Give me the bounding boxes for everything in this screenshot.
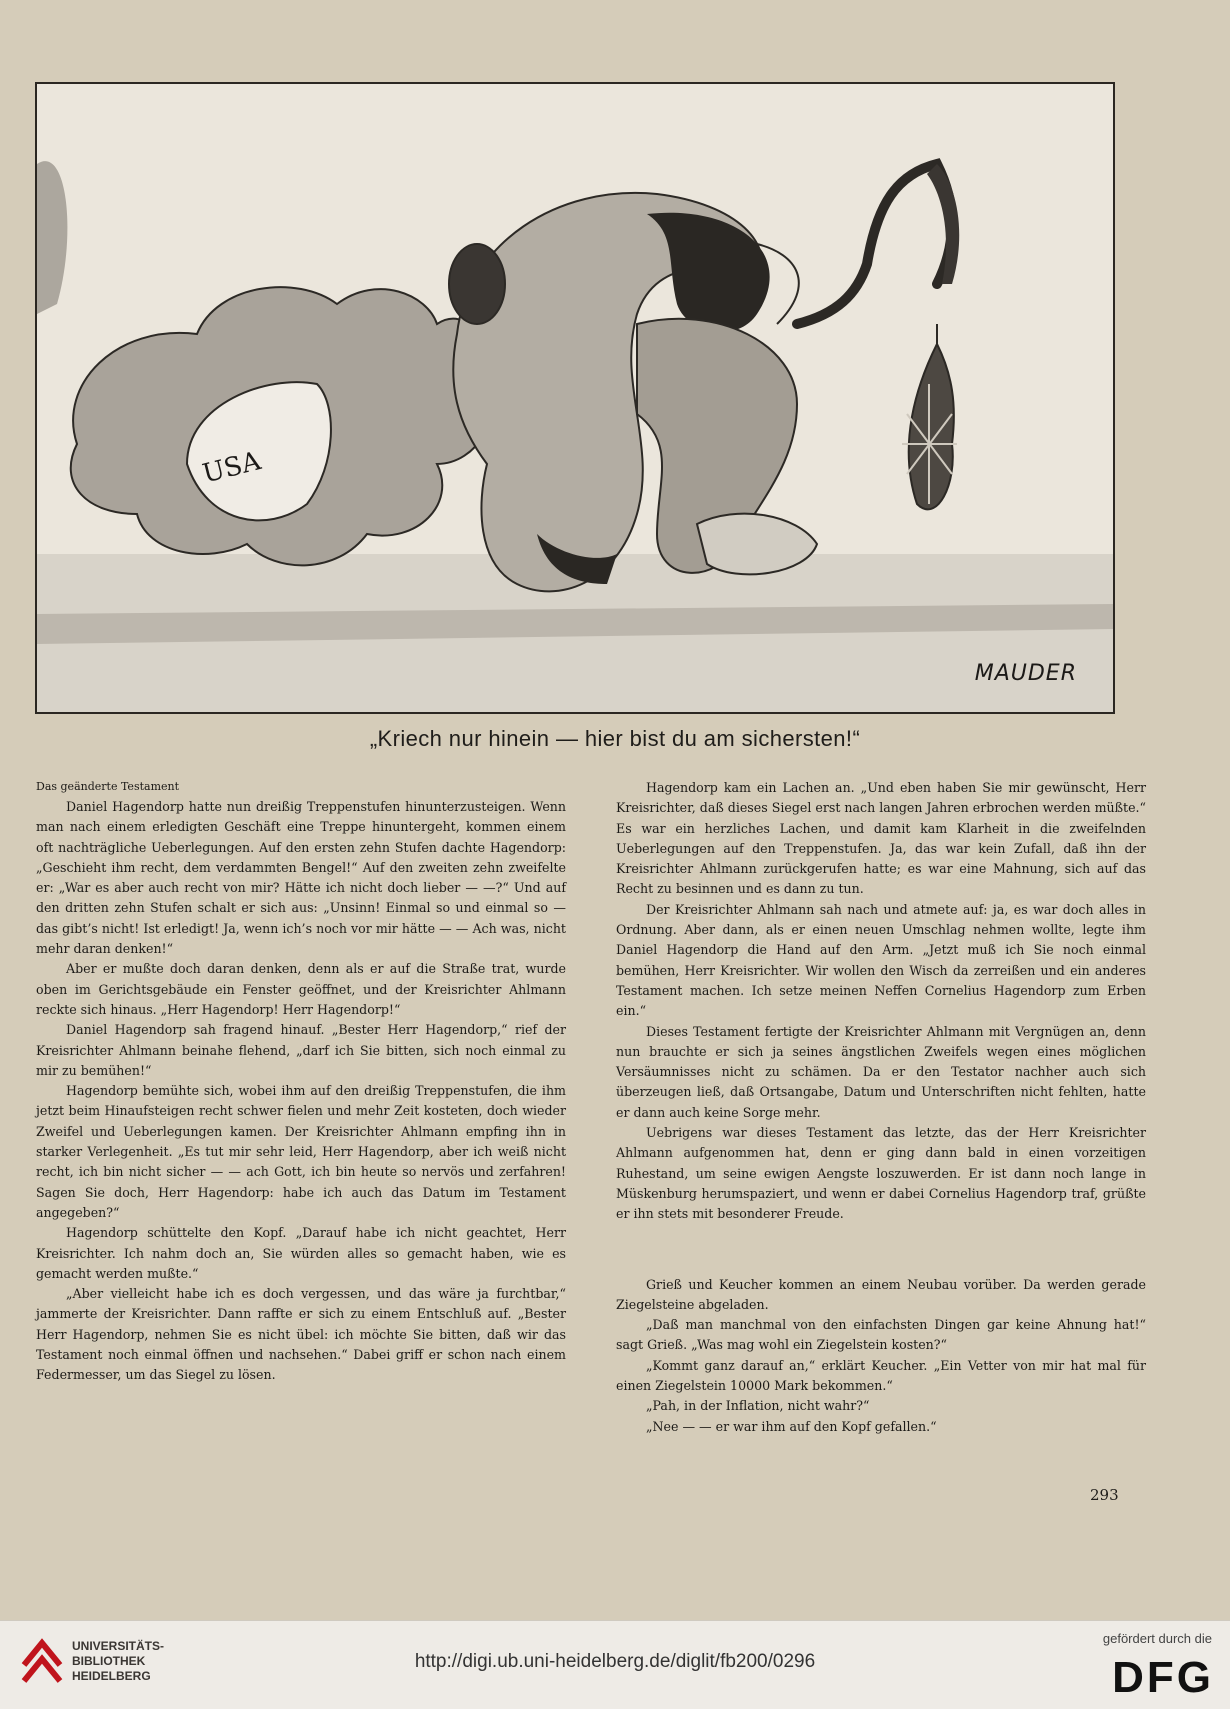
smoke-shape [37,161,67,314]
paragraph: Hagendorp kam ein Lachen an. „Und eben haben Sie mir gewünscht, Herr Kreisrichter, daß dieses Siegel erst nach langen Jahren erbrochen werden müßte.“ Es war ein herzliches Lachen, und damit kam Klarheit in die zweifelnden Ueberlegungen auf den Treppenstufen. Ja, das war kein Zufall, daß ihn der Kreisrichter Ahlmann zurückgerufen hatte; es war eine Mahnung, sich auf das Recht zu besinnen und es dann zu tun. [616,780,1146,897]
library-name-line: UNIVERSITÄTS- [72,1639,165,1653]
paragraph: „Aber vielleicht habe ich es doch vergessen, und das wäre ja furchtbar,“ jammerte der Kreisrichter. Dann raffte er sich zu einem Entschluß auf. „Bester Herr Hagendorp, nehmen Sie es nicht übel: ich möchte Sie bitten, daß wir das Testament noch einmal öffnen und nachsehen.“ Dabei griff er schon nach einem Federmesser, um das Siegel zu lösen. [36,1286,566,1383]
funding-text: gefördert durch die [1102,1631,1212,1646]
paragraph: Uebrigens war dieses Testament das letzte, das der Herr Kreisrichter Ahlmann aufgenommen hat, denn er ging dann bald in einen vorzeitigen Ruhestand, um seine ewigen Aengste loszuwerden. Er ist dann noch lange in Müskenburg herumspaziert, und wenn er dabei Cornelius Hagendorp traf, grüßte er ihn stets mit besonderer Freude. [616,1125,1146,1222]
dfg-logo[interactable]: DFG [1112,1653,1214,1702]
page-number: 293 [1090,1486,1119,1504]
viewer-footer [0,1620,1230,1709]
paragraph: Hagendorp bemühte sich, wobei ihm auf den dreißig Treppenstufen, die ihm jetzt beim Hinaufsteigen recht schwer fielen und mehr Zeit kosteten, doch wieder Zweifel und Ueberlegungen kamen. Der Kreisrichter Ahlmann empfing ihn in starker Verlegenheit. „Es tut mir sehr leid, Herr Hagendorp, aber ich weiß nicht recht, ich bin nicht sicher — — ach Gott, ich bin heute so nervös und zerfahren! Sagen Sie doch, Herr Hagendorp: habe ich auch das Datum im Testament angegeben?“ [36,1083,566,1220]
library-name-line: BIBLIOTHEK [72,1654,146,1668]
anecdote-paragraph: „Pah, in der Inflation, nicht wahr?“ [646,1398,870,1414]
anecdote-paragraph: „Kommt ganz darauf an,“ erklärt Keucher. „Ein Vetter von mir hat mal für einen Ziegelstein 10000 Mark bekommen.“ [616,1357,1146,1394]
paragraph: Der Kreisrichter Ahlmann sah nach und atmete auf: ja, es war doch alles in Ordnung. Aber dann, als er einen neuen Umschlag nehmen wollte, legte ihm Daniel Hagendorp die Hand auf den Arm. „Jetzt muß ich Sie noch einmal bemühen, Herr Kreisrichter. Wir wollen den Wisch da zerreißen und ein anderes Testament machen. Ich setze meinen Neffen Cornelius Hagendorp zum Erben ein.“ [616,901,1146,1019]
cartoon-drawing [37,84,1113,712]
article-left-column [36,778,566,1386]
paragraph: Dieses Testament fertigte der Kreisrichter Ahlmann mit Vergnügen an, denn nun brauchte er sich ja seines ängstlichen Zweifels wegen eines möglichen Versäumnisses nicht zu schämen. Da er den Testator nachher auch sich überzeugen ließ, daß Ortsangabe, Datum und Unterschriften nicht fehlten, hatte er dann auch keine Sorge mehr. [616,1023,1146,1120]
cartoon-illustration [35,82,1115,714]
creature-eye [449,244,505,324]
paragraph: Hagendorp schüttelte den Kopf. „Darauf habe ich nicht geachtet, Herr Kreisrichter. Ich nahm doch an, Sie würden alles so gemacht haben, wie es gemacht werden mußte.“ [36,1225,566,1281]
illustration-caption: „Kriech nur hinein — hier bist du am sichersten!“ [369,726,861,751]
paragraph: Daniel Hagendorp sah fragend hinauf. „Bester Herr Hagendorp,“ rief der Kreisrichter Ahlmann beinahe flehend, „darf ich Sie bitten, sich noch einmal zu mir zu bemühen!“ [36,1022,566,1078]
article-right-column [616,778,1146,1437]
anecdote-paragraph: „Nee — — er war ihm auf den Kopf gefallen.“ [646,1418,937,1434]
artist-signature: MAUDER [974,661,1077,686]
paragraph: Aber er mußte doch daran denken, denn als er auf die Straße trat, wurde oben im Gerichtsgebäude ein Fenster geöffnet, und der Kreisrichter Ahlmann reckte sich hinaus. „Herr Hagendorp! Herr Hagendorp!“ [36,961,566,1017]
creature-tail [797,164,952,324]
column-spacer [616,1225,1146,1275]
library-name-line: HEIDELBERG [72,1669,151,1683]
article-heading: Das geänderte Testament [36,780,180,793]
anecdote-paragraph: Grieß und Keucher kommen an einem Neubau vorüber. Da werden gerade Ziegelsteine abgeladen. [616,1276,1146,1312]
permalink-url[interactable]: http://digi.ub.uni-heidelberg.de/diglit/fb200/0296 [414,1651,816,1672]
anecdote-paragraph: „Daß man manchmal von den einfachsten Dingen gar keine Ahnung hat!“ sagt Grieß. „Was mag wohl ein Ziegelstein kosten?“ [616,1317,1146,1353]
paragraph: Daniel Hagendorp hatte nun dreißig Treppenstufen hinunterzusteigen. Wenn man nach einem erledigten Geschäft eine Treppe hinuntergeht, kommen einem oft nachträgliche Ueberlegungen. Auf den ersten zehn Stufen dachte Hagendorp: „Geschieht ihm recht, dem verdammten Bengel!“ Auf den zweiten zehn zweifelte er: „War es aber auch recht von mir? Hätte ich nicht doch lieber — —?“ Und auf den dritten zehn Stufen schalt er sich aus: „Unsinn! Einmal so und einmal so — das gibt’s nicht! Ist erledigt! Ja, wenn ich’s noch vor mir hätte — — Ach was, nicht mehr daran denken!“ [36,799,566,957]
usa-label: USA [199,446,264,490]
